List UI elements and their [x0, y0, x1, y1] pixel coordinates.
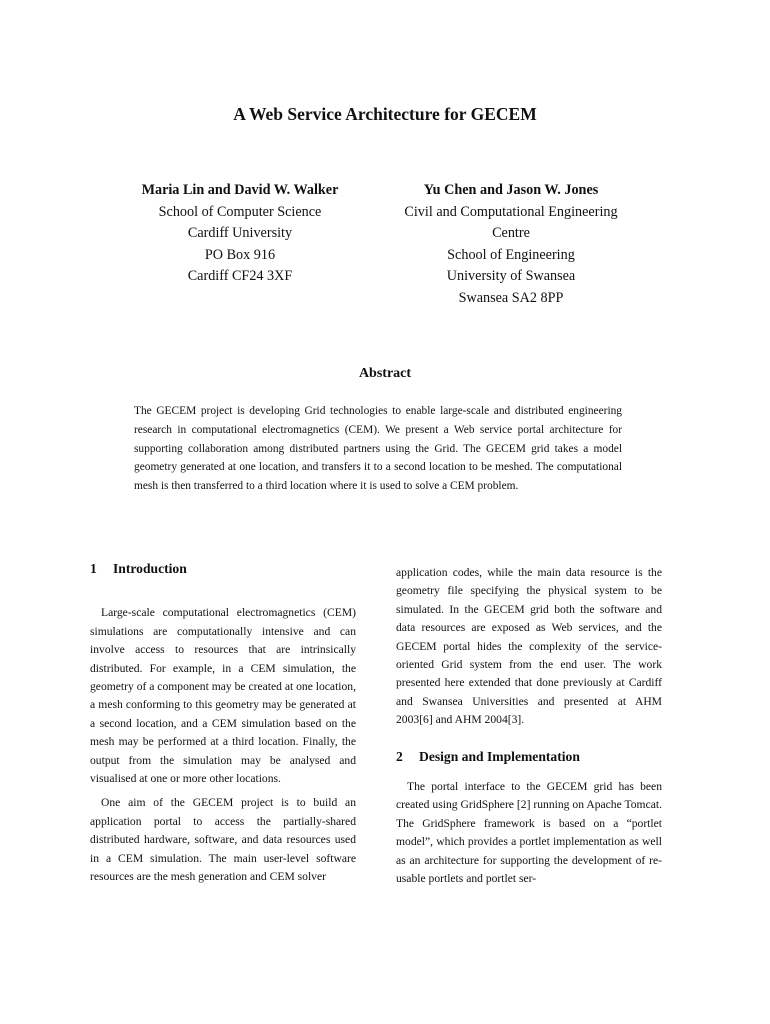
- author-names: Yu Chen and Jason W. Jones: [423, 182, 599, 198]
- author-block-swansea: [375, 180, 647, 310]
- section-heading-design: [396, 748, 662, 766]
- body-paragraph: The portal interface to the GECEM grid has been created using GridSphere [2] running on Apache Tomcat. The GridSphere framework is based on a “portlet model”, which provides a portlet implementation as well as an architecture for supporting the development of re-usable portlets and portlet ser-: [396, 780, 662, 886]
- section-number: 1: [90, 561, 97, 576]
- left-column: [90, 560, 356, 887]
- section-heading-introduction: [90, 560, 356, 578]
- affiliation-line: Cardiff University: [187, 225, 293, 242]
- abstract-text: The GECEM project is developing Grid technologies to enable large-scale and distributed engineering research in computational electromagnetics (CEM). We present a Web service portal architecture for supporting collaboration among distributed partners using the Grid. The GECEM grid takes a model geometry generated at one location, and transfers it to a second location to be meshed. The computational mesh is then transferred to a third location where it is used to solve a CEM problem.: [134, 405, 622, 493]
- right-column: [396, 564, 662, 889]
- body-paragraph: Large-scale computational electromagnetics (CEM) simulations are computationally intensive and can involve access to resources that are intrinsically distributed. For example, in a CEM simulation, the geometry of a component may be created at one location, a mesh conforming to this geometry may be generated at a second location, and a CEM simulation based on the mesh may be performed at a third location. Finally, the output from the simulation may be analysed and visualised at one or more other locations.: [90, 606, 356, 786]
- paper-title: A Web Service Architecture for GECEM: [233, 104, 537, 124]
- section-title: Introduction: [113, 561, 187, 576]
- affiliation-line: PO Box 916: [204, 246, 276, 263]
- section-title: Design and Implementation: [419, 748, 580, 764]
- author-names: Maria Lin and David W. Walker: [141, 182, 339, 198]
- body-paragraph-continued: application codes, while the main data resource is the geometry file specifying the physical system to be simulated. In the GECEM grid both the software and data resources are exposed as Web services, and the GECEM portal hides the complexity of the service-oriented Grid system from the end user. The work presented here extended that done previously at Cardiff and Swansea Universities and presented at AHM 2003[6] and AHM 2004[3].: [396, 566, 662, 727]
- affiliation-line: University of Swansea: [446, 268, 576, 285]
- affiliation-line: Centre: [492, 225, 530, 242]
- affiliation-line: Cardiff CF24 3XF: [187, 268, 293, 285]
- affiliation-line: School of Engineering: [447, 246, 575, 263]
- body-paragraph: One aim of the GECEM project is to build an application portal to access the partially-shared distributed hardware, software, and data resources used in a CEM simulation. The main user-level software resources are the mesh generation and CEM solver: [90, 796, 356, 884]
- affiliation-line: School of Computer Science: [158, 203, 322, 220]
- section-number: 2: [396, 748, 403, 764]
- abstract-heading: Abstract: [358, 366, 412, 381]
- affiliation-line: Civil and Computational Engineering: [404, 203, 618, 220]
- affiliation-line: Swansea SA2 8PP: [458, 289, 564, 306]
- author-block-cardiff: [105, 180, 375, 288]
